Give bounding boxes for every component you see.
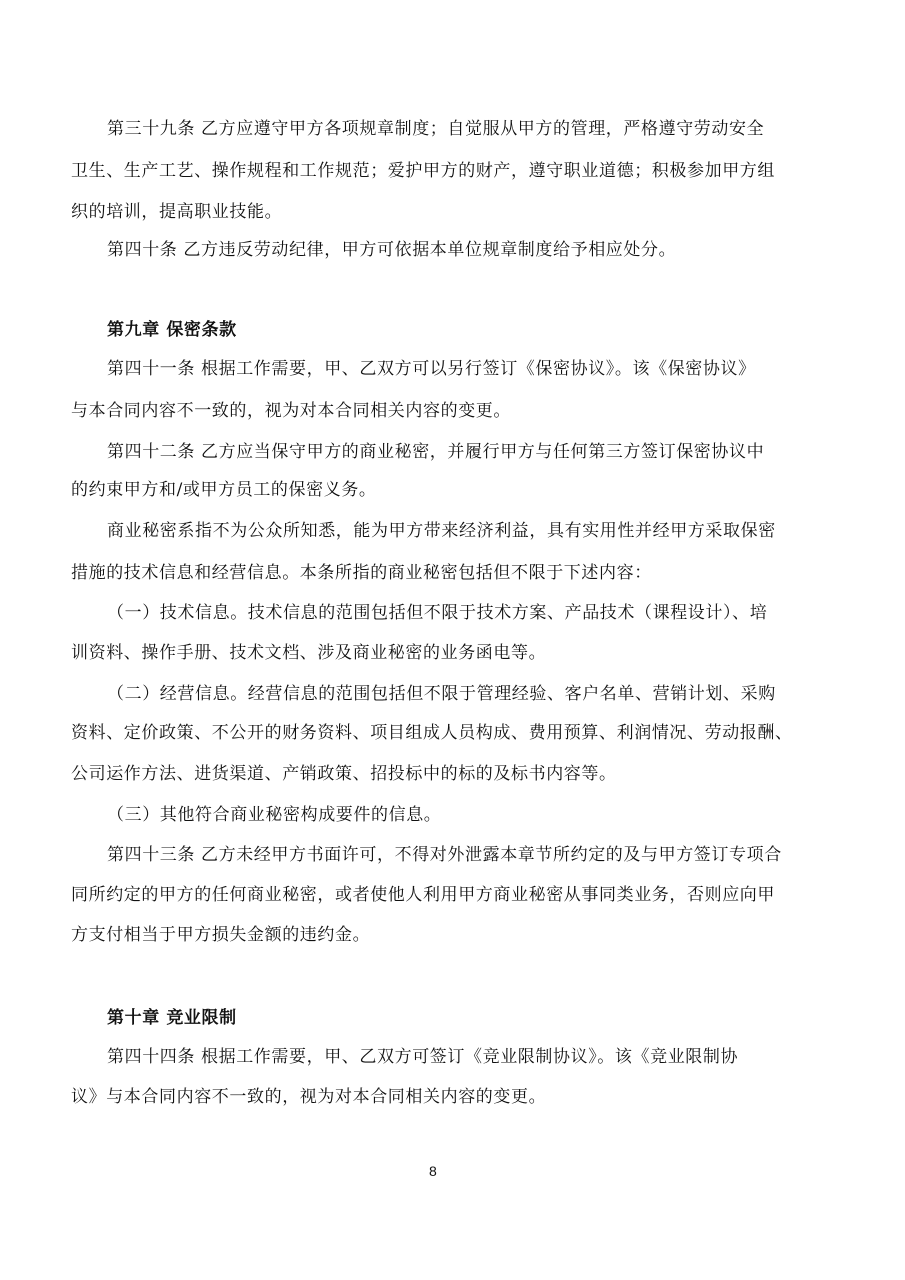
article-42-line-1: 第四十二条 乙方应当保守甲方的商业秘密，并履行甲方与任何第三方签订保密协议中 [107,442,765,462]
article-40: 第四十条 乙方违反劳动纪律，甲方可依据本单位规章制度给予相应处分。 [107,240,677,260]
page-number: 8 [429,1163,437,1179]
article-41-line-1: 第四十一条 根据工作需要，甲、乙双方可以另行签订《保密协议》。该《保密协议》 [107,359,756,379]
item-1-line-1: （一）技术信息。技术信息的范围包括但不限于技术方案、产品技术（课程设计）、培 [107,603,768,623]
item-2-line-2: 资料、定价政策、不公开的财务资料、项目组成人员构成、费用预算、利润情况、劳动报酬、 [71,723,793,743]
article-39-line-3: 织的培训，提高职业技能。 [71,202,283,222]
article-42-line-2: 的约束甲方和/或甲方员工的保密义务。 [71,480,377,500]
article-43-line-3: 方支付相当于甲方损失金额的违约金。 [71,925,371,945]
chapter-9-heading: 第九章 保密条款 [107,320,237,340]
item-3: （三）其他符合商业秘密构成要件的信息。 [107,805,442,825]
trade-secret-def-line-2: 措施的技术信息和经营信息。本条所指的商业秘密包括但不限于下述内容： [71,563,652,583]
chapter-10-heading: 第十章 竞业限制 [107,1008,237,1028]
item-1-line-2: 训资料、操作手册、技术文档、涉及商业秘密的业务函电等。 [71,643,547,663]
article-41-line-2: 与本合同内容不一致的，视为对本合同相关内容的变更。 [71,401,511,421]
article-39-line-2: 卫生、生产工艺、操作规程和工作规范；爱护甲方的财产，遵守职业道德；积极参加甲方组 [71,161,775,181]
article-43-line-1: 第四十三条 乙方未经甲方书面许可，不得对外泄露本章节所约定的及与甲方签订专项合 [107,845,782,865]
article-44-line-2: 议》与本合同内容不一致的，视为对本合同相关内容的变更。 [71,1087,547,1107]
article-43-line-2: 同所约定的甲方的任何商业秘密，或者使他人利用甲方商业秘密从事同类业务，否则应向甲 [71,885,775,905]
item-2-line-1: （二）经营信息。经营信息的范围包括但不限于管理经验、客户名单、营销计划、采购 [107,684,776,704]
trade-secret-def-line-1: 商业秘密系指不为公众所知悉，能为甲方带来经济利益，具有实用性并经甲方采取保密 [107,521,776,541]
article-39-line-1: 第三十九条 乙方应遵守甲方各项规章制度；自觉服从甲方的管理，严格遵守劳动安全 [107,119,765,139]
article-44-line-1: 第四十四条 根据工作需要，甲、乙双方可签订《竞业限制协议》。该《竞业限制协 [107,1047,739,1067]
item-2-line-3: 公司运作方法、进货渠道、产销政策、招投标中的标的及标书内容等。 [71,764,617,784]
